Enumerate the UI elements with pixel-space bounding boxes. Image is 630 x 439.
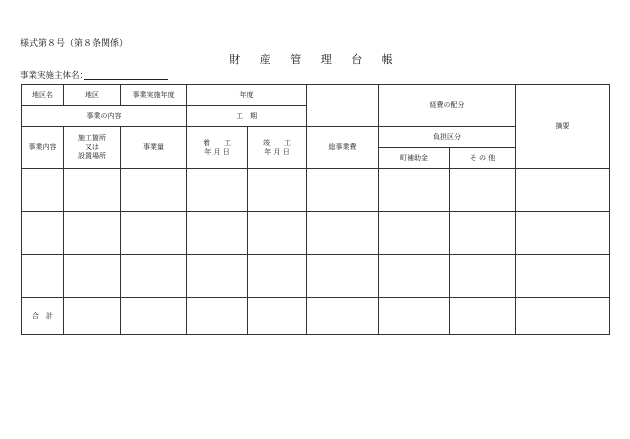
table-cell[interactable] (121, 212, 187, 255)
completion-date-header (248, 127, 307, 169)
remarks-header: 摘要 (516, 85, 610, 169)
table-cell[interactable] (516, 169, 610, 212)
table-cell[interactable] (450, 255, 516, 298)
table-cell[interactable] (516, 255, 610, 298)
table-cell[interactable] (121, 255, 187, 298)
year-cell[interactable] (187, 85, 307, 106)
table-cell[interactable] (307, 255, 379, 298)
table-cell[interactable] (187, 298, 248, 335)
year-suffix: 年度 (239, 90, 254, 99)
table-cell[interactable] (307, 212, 379, 255)
total-row (22, 298, 610, 335)
table-cell[interactable] (450, 169, 516, 212)
table-row (22, 255, 610, 298)
table-cell[interactable] (248, 212, 307, 255)
table-row (22, 169, 610, 212)
total-project-cost-header: 総事業費 (307, 127, 379, 169)
table-cell[interactable] (64, 255, 121, 298)
table-cell[interactable] (121, 169, 187, 212)
project-volume-header: 事業量 (121, 127, 187, 169)
table-cell[interactable] (22, 169, 64, 212)
table-cell[interactable] (22, 212, 64, 255)
entity-label: 事業実施主体名： (20, 71, 89, 81)
table-cell[interactable] (121, 298, 187, 335)
table-cell[interactable] (248, 298, 307, 335)
town-subsidy-header: 町補助金 (379, 148, 450, 169)
entity-name-field[interactable] (84, 79, 168, 80)
table-cell[interactable] (379, 298, 450, 335)
table-cell[interactable] (307, 169, 379, 212)
table-cell[interactable] (516, 212, 610, 255)
table-row (22, 212, 610, 255)
completion-line-2: 年 月 日 (264, 147, 290, 156)
table-cell[interactable] (64, 169, 121, 212)
project-details-header: 事業内容 (22, 127, 64, 169)
total-label: 合 計 (22, 298, 64, 335)
table-cell[interactable] (450, 212, 516, 255)
table-cell[interactable] (379, 255, 450, 298)
start-date-header (187, 127, 248, 169)
table-cell[interactable] (516, 298, 610, 335)
table-cell[interactable] (22, 255, 64, 298)
table-cell[interactable] (307, 298, 379, 335)
table-cell[interactable] (248, 255, 307, 298)
table-cell[interactable] (379, 212, 450, 255)
expense-allocation-header: 経費の配分 (379, 85, 516, 127)
district-suffix: 地区 (85, 90, 99, 99)
table-cell[interactable] (187, 255, 248, 298)
table-cell[interactable] (64, 298, 121, 335)
construction-site-header (64, 127, 121, 169)
blank-header-cell (307, 85, 379, 127)
completion-line-1: 竣 工 (263, 138, 291, 147)
project-content-header: 事業の内容 (22, 106, 187, 127)
form-number: 様式第８号（第８条関係） (20, 39, 129, 49)
table-cell[interactable] (187, 169, 248, 212)
table-cell[interactable] (379, 169, 450, 212)
table-cell[interactable] (64, 212, 121, 255)
burden-category-header: 負担区分 (379, 127, 516, 148)
site-line-2: 又は (85, 143, 99, 152)
implementation-year-label: 事業実施年度 (121, 85, 187, 106)
property-ledger-table (21, 84, 610, 335)
table-cell[interactable] (248, 169, 307, 212)
start-line-1: 着 工 (203, 138, 231, 147)
construction-period-header: 工 期 (187, 106, 307, 127)
site-line-1: 施工箇所 (78, 134, 106, 143)
other-header: そ の 他 (450, 148, 516, 169)
site-line-3: 設置場所 (78, 151, 106, 160)
table-cell[interactable] (450, 298, 516, 335)
district-name-label: 地区名 (22, 85, 64, 106)
table-cell[interactable] (187, 212, 248, 255)
start-line-2: 年 月 日 (204, 147, 230, 156)
document-title: 財 産 管 理 台 帳 (229, 53, 401, 66)
district-cell[interactable] (64, 85, 121, 106)
